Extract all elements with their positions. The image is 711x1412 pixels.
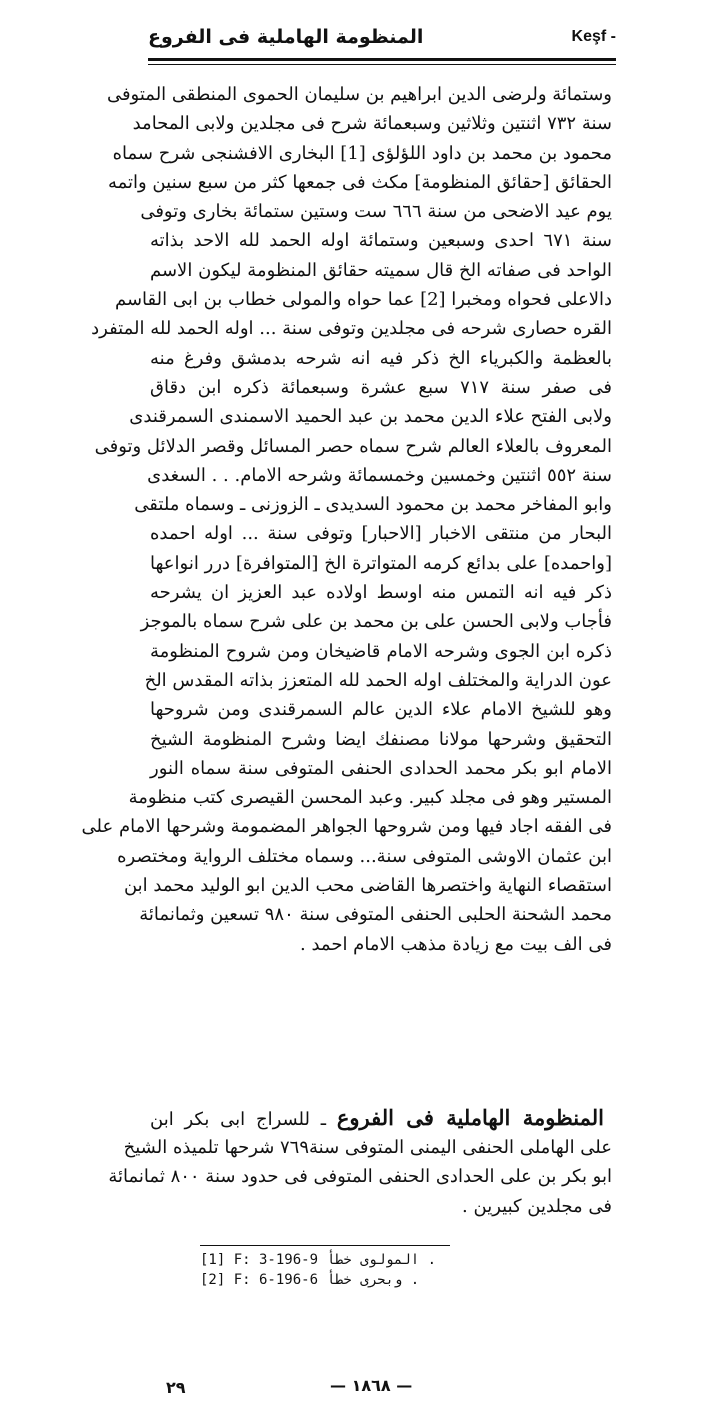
text-line: الامام ابو بكر محمد الحدادى الحنفى المتوفى سنة سماه النور <box>150 757 612 779</box>
text-line: سنة ٥٥٢ اثنتين وخمسين وخمسمائة وشرحه الامام. . . السغدى <box>147 464 612 486</box>
text-line: محمود بن محمد بن داود اللؤلؤى [1] البخارى الافشنجى شرح سماه <box>112 142 612 164</box>
header-rule-thick <box>148 58 616 61</box>
text-line: سنة ٦٧١ احدى وسبعين وستمائة اوله الحمد لله الاحد بذاته <box>150 230 612 252</box>
footnotes <box>200 1250 460 1290</box>
footnote-rule <box>200 1245 450 1246</box>
text-line: البحار من منتقى الاخبار [الاحبار] وتوفى سنة ... اوله احمده <box>150 523 612 545</box>
entry-block <box>108 1103 612 1221</box>
entry-first-line-rest: ـ للسراج ابى بكر ابن <box>150 1109 337 1130</box>
text-line: ابن عثمان الاوشى المتوفى سنة... وسماه مختلف الرواية ومختصره <box>117 845 612 867</box>
text-line: وهو للشيخ الامام علاء الدين عالم السمرقندى ومن شروحها <box>150 699 612 721</box>
text-line: فى الف بيت مع زيادة مذهب الامام احمد . <box>300 933 612 955</box>
text-line: [واحمده] على بدائع كرمه المتواترة الخ [المتوافرة] درر انواعها <box>150 552 612 574</box>
main-text-block <box>81 80 612 959</box>
text-line: المعروف بالعلاء العالم شرح سماه حصر المسائل وقصر الدلائل وتوفى <box>94 435 612 457</box>
entry-line: فى مجلدين كبيرين . <box>462 1195 612 1217</box>
entry-headword: المنظومة الهاملية فى الفروع <box>336 1105 604 1130</box>
text-line: يوم عيد الاضحى من سنة ٦٦٦ ست وستين ستمائة بخارى وتوفى <box>140 201 612 223</box>
text-line: فى الفقه اجاد فيها ومن شروحها الجواهر المضمومة وشرحها الامام على <box>81 816 612 838</box>
text-line: التحقيق وشرحها مولانا مصنفك ايضا وشرح المنظومة الشيخ <box>150 728 612 750</box>
text-line: محمد الشحنة الحلبى الحنفى المتوفى سنة ٩٨٠ تسعين وثمانمائة <box>139 904 612 926</box>
text-line: ذكر فيه انه التمس منه اوسط اولاده عبد العزيز ان يشرحه <box>150 582 612 604</box>
text-line: الحقائق [حقائق المنظومة] مكث فى جمعها كثر من سبع سنين واتمه <box>107 171 612 193</box>
running-head <box>148 24 616 54</box>
running-title: المنظومة الهاملية فى الفروع <box>148 26 424 48</box>
page-number-column: — ١٨٦٨ — <box>330 1376 413 1395</box>
text-line: عون الدراية والمختلف اوله الحمد لله المتعزز بذاته المقدس الخ <box>144 669 612 691</box>
text-line: الواحد فى صفاته الخ قال سميته حقائق المنظومة ليكون الاسم <box>150 259 612 281</box>
entry-line: على الهاملى الحنفى اليمنى المتوفى سنة٧٦٩ شرحها تلميذه الشيخ <box>123 1136 612 1158</box>
text-line: بالعظمة والكبرياء الخ ذكر فيه انه شرحه بدمشق وفرغ منه <box>150 347 612 369</box>
text-line: دالاعلى فحواه ومخبرا [2] عما حواه والمولى خطاب بن ابى القاسم <box>114 289 612 311</box>
text-line: فأجاب ولابى الحسن على بن محمد بن على شرح سماه بالموجز <box>140 611 612 633</box>
text-line: ولابى الفتح علاء الدين محمد بن عبد الحميد الاسمندى السمرقندى <box>129 406 612 428</box>
running-keyword: Keşf - <box>571 28 616 45</box>
entry-first-line <box>150 1103 612 1133</box>
text-line: المستير وهو فى مجلد كبير. وعبد المحسن القيصرى كتب منظومة <box>128 787 612 809</box>
header-rule-thin <box>148 64 616 65</box>
footnote: [1] F: 3-196-9 المولوى خطأ . <box>200 1252 437 1268</box>
entry-line: ابو بكر بن على الحدادى الحنفى المتوفى فى حدود سنة ٨٠٠ ثمانمائة <box>108 1166 612 1187</box>
text-line: وستمائة ولرضى الدين ابراهيم بن سليمان الحموى المنطقى المتوفى <box>106 84 612 105</box>
footnote: [2] F: 6-196-6 وبحرى خطأ . <box>200 1272 420 1288</box>
text-line: القره حصارى شرحه فى مجلدين وتوفى سنة ... اوله الحمد لله المتفرد <box>91 318 612 340</box>
page-number-local: ٢٩ <box>166 1378 186 1397</box>
text-line: ذكره ابن الجوى وشرحه الامام قاضيخان ومن شروح المنظومة <box>150 640 612 662</box>
text-line: وابو المفاخر محمد بن محمود السديدى ـ الزوزنى ـ وسماه ملتقى <box>134 494 612 516</box>
text-line: فى صفر سنة ٧١٧ سبع عشرة وسبعمائة ذكره ابن دقاق <box>150 376 612 398</box>
text-line: سنة ٧٣٢ اثنتين وثلاثين وسبعمائة شرح فى مجلدين ولابى المحامد <box>132 113 612 135</box>
text-line: استقصاء النهاية واختصرها القاضى محب الدين ابو الوليد محمد ابن <box>123 875 612 897</box>
